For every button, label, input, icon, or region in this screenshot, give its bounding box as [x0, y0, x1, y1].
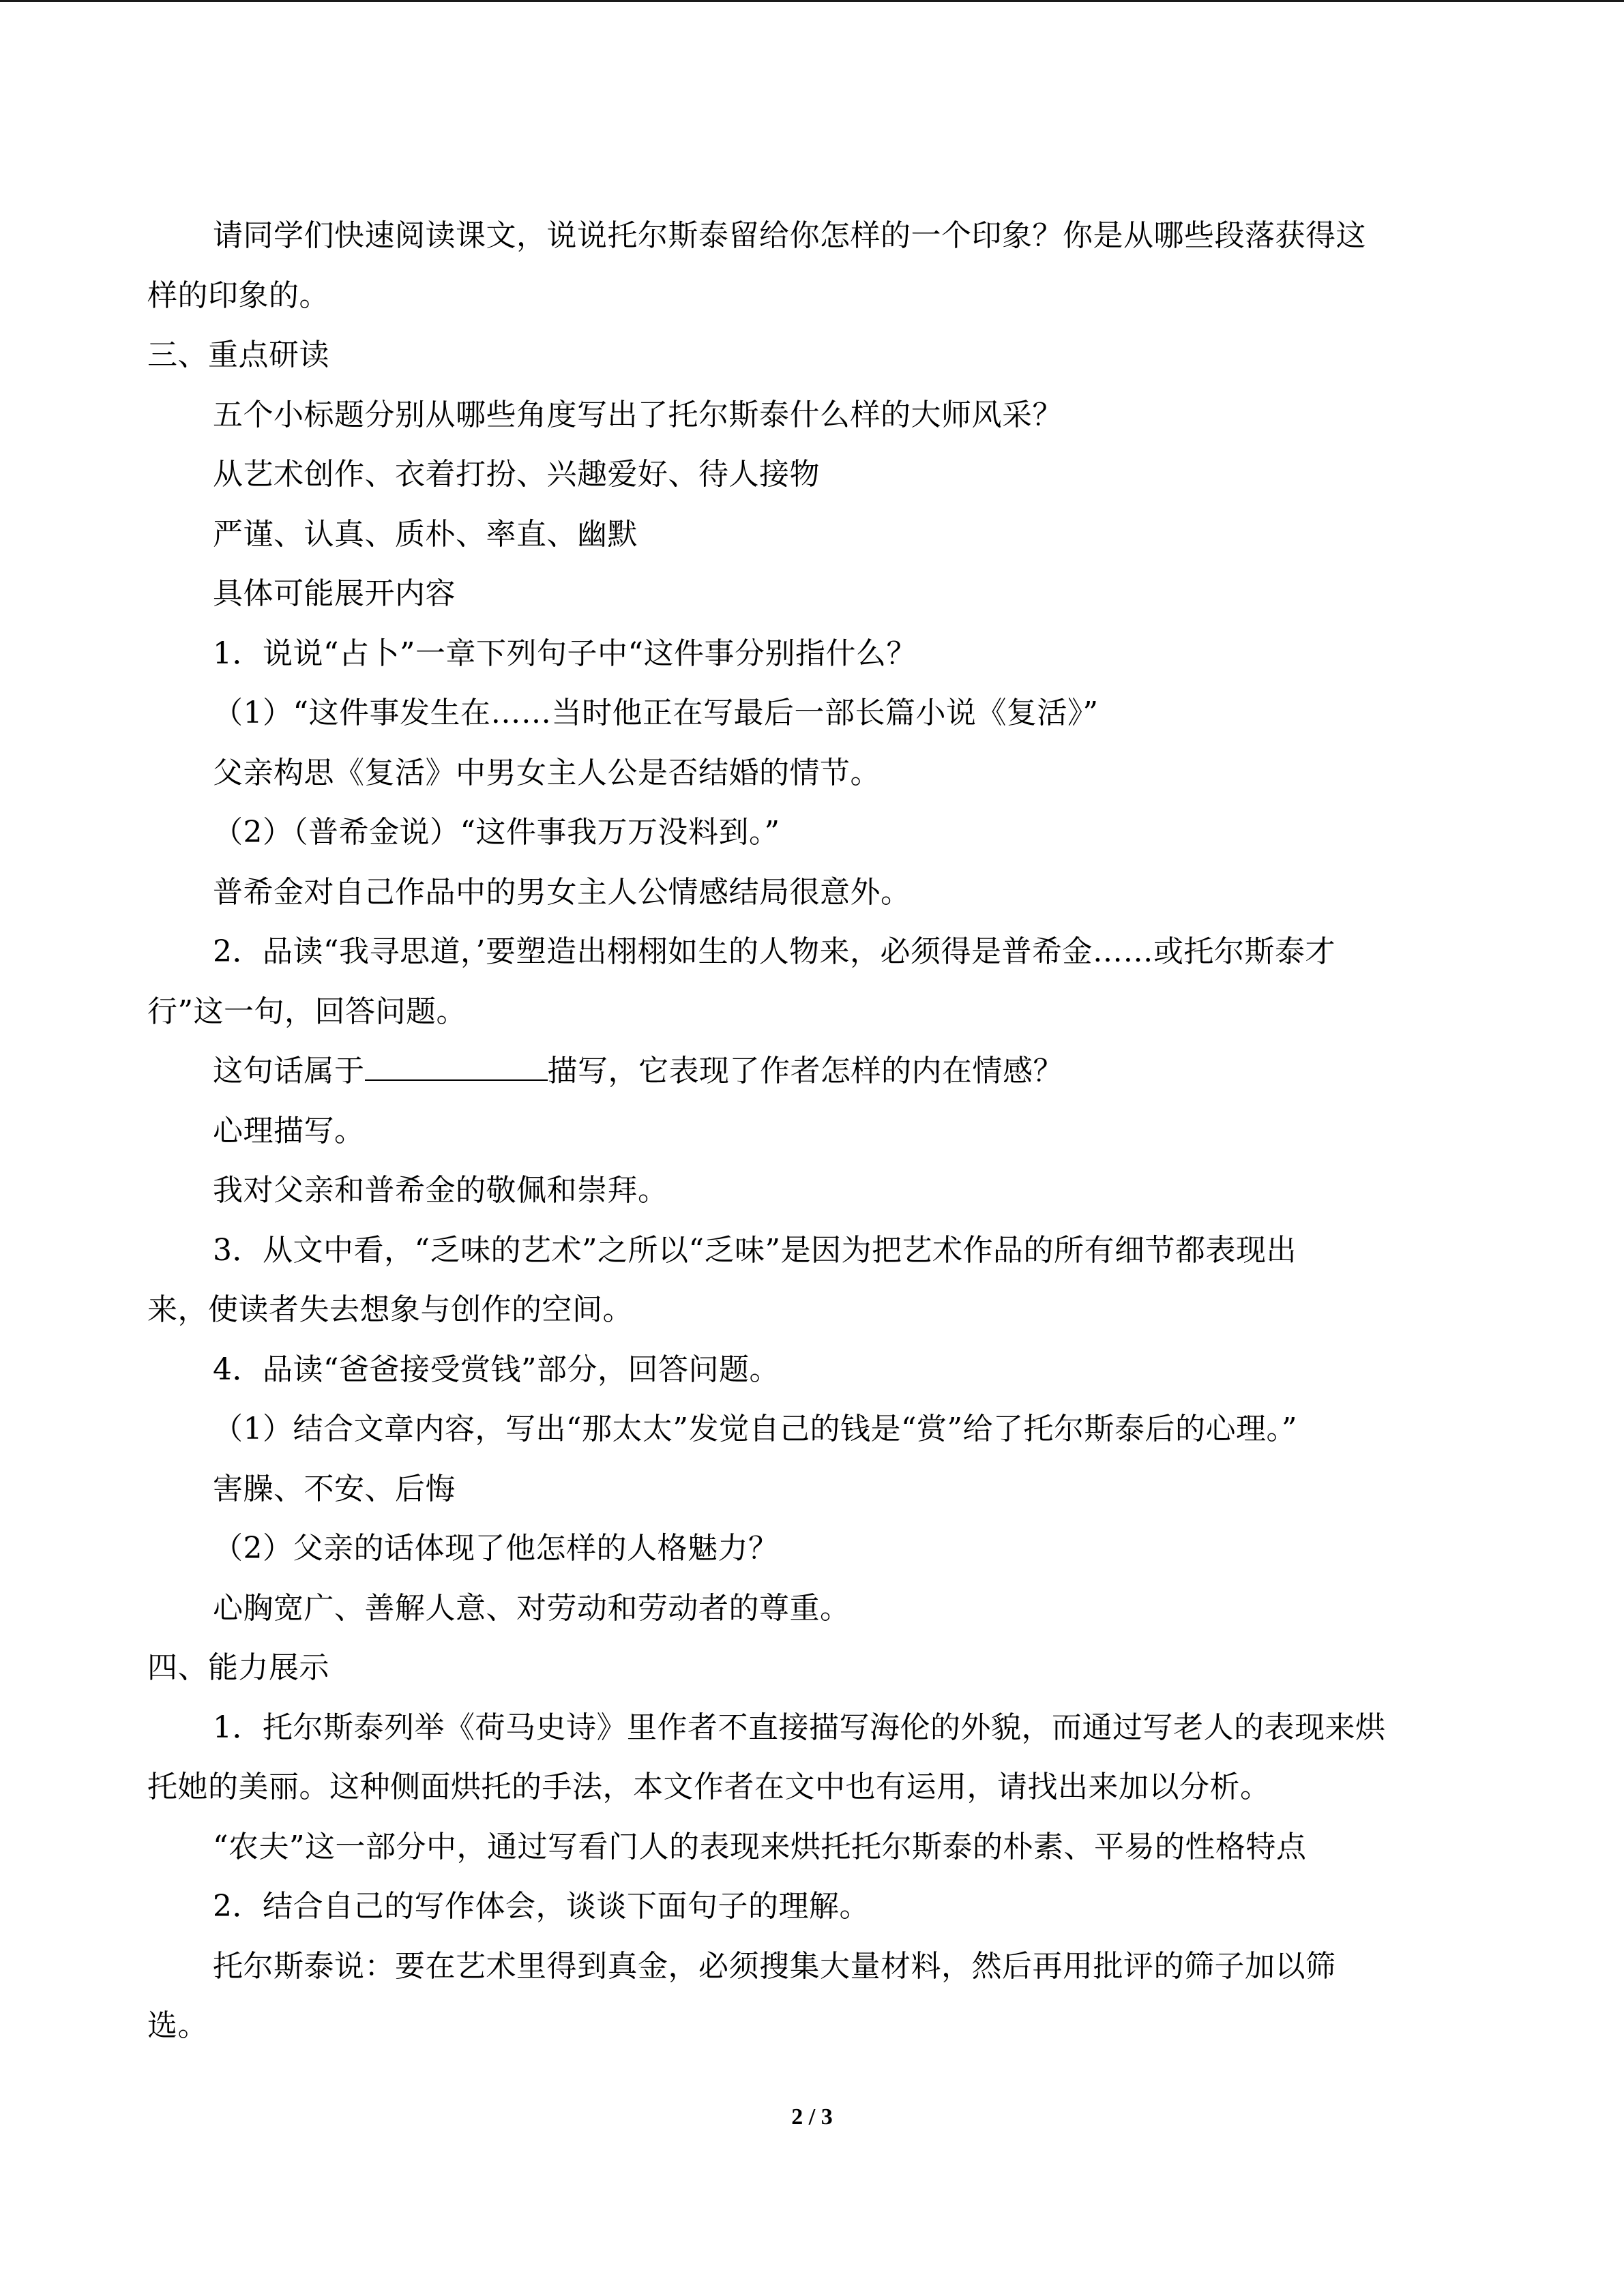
question-text-after-blank: 描写，它表现了作者怎样的内在情感？ — [547, 1054, 1063, 1088]
question-line: 2．品读“我寻思道，’要塑造出栩栩如生的人物来，必须得是普希金……或托尔斯泰才 — [213, 934, 1335, 969]
question-line: 2．结合自己的写作体会，谈谈下面句子的理解。 — [213, 1889, 870, 1924]
page-number: 2 / 3 — [791, 2104, 833, 2130]
question-line: （2）父亲的话体现了他怎样的人格魅力？ — [213, 1531, 779, 1566]
question-line: 1．托尔斯泰列举《荷马史诗》里作者不直接描写海伦的外貌，而通过写老人的表现来烘 — [213, 1710, 1386, 1745]
quote-line: 选。 — [147, 2008, 208, 2043]
question-text-before-blank: 这句话属于 — [213, 1054, 365, 1088]
question-line: 行”这一句，回答问题。 — [147, 994, 467, 1029]
question-line: 1．说说“占卜”一章下列句子中“这件事分别指什么？ — [213, 636, 917, 671]
section-heading: 四、能力展示 — [147, 1650, 329, 1685]
answer-line: 普希金对自己作品中的男女主人公情感结局很意外。 — [213, 875, 911, 910]
answer-line: 害臊、不安、后悔 — [213, 1472, 456, 1506]
paragraph-line: 从艺术创作、衣着打扮、兴趣爱好、待人接物 — [213, 457, 820, 492]
quote-line: 托尔斯泰说：要在艺术里得到真金，必须搜集大量材料，然后再用批评的筛子加以筛 — [213, 1949, 1336, 1984]
question-line: （1）结合文章内容，写出“那太太”发觉自己的钱是“赏”给了托尔斯泰后的心理。” — [213, 1412, 1297, 1446]
fill-in-blank — [365, 1052, 548, 1081]
answer-line: 父亲构思《复活》中男女主人公是否结婚的情节。 — [213, 756, 881, 790]
paragraph-line: 具体可能展开内容 — [213, 576, 456, 611]
section-heading: 三、重点研读 — [147, 338, 329, 372]
question-line: 托她的美丽。这种侧面烘托的手法，本文作者在文中也有运用，请找出来加以分析。 — [147, 1770, 1271, 1804]
answer-line: 心理描写。 — [213, 1114, 365, 1148]
paragraph-line: 样的印象的。 — [147, 278, 329, 313]
paragraph-line: 请同学们快速阅读课文，说说托尔斯泰留给你怎样的一个印象？你是从哪些段落获得这 — [213, 218, 1366, 253]
paragraph-line: 五个小标题分别从哪些角度写出了托尔斯泰什么样的大师风采？ — [213, 398, 1063, 432]
answer-line: 我对父亲和普希金的敬佩和崇拜。 — [213, 1173, 668, 1208]
paragraph-line: 严谨、认真、质朴、率直、幽默 — [213, 517, 638, 552]
question-line: （1）“这件事发生在……当时他正在写最后一部长篇小说《复活》” — [213, 696, 1099, 730]
question-line — [213, 1051, 1063, 1092]
question-line: 4．品读“爸爸接受赏钱”部分，回答问题。 — [213, 1352, 780, 1387]
answer-line: 心胸宽广、善解人意、对劳动和劳动者的尊重。 — [213, 1591, 851, 1626]
question-line: 来，使读者失去想象与创作的空间。 — [147, 1292, 633, 1327]
answer-line: “农夫”这一部分中，通过写看门人的表现来烘托托尔斯泰的朴素、平易的性格特点 — [213, 1830, 1307, 1864]
question-line: （2）（普希金说）“这件事我万万没料到。” — [213, 815, 780, 850]
question-line: 3．从文中看，“乏味的艺术”之所以“乏味”是因为把艺术作品的所有细节都表现出 — [213, 1233, 1297, 1268]
